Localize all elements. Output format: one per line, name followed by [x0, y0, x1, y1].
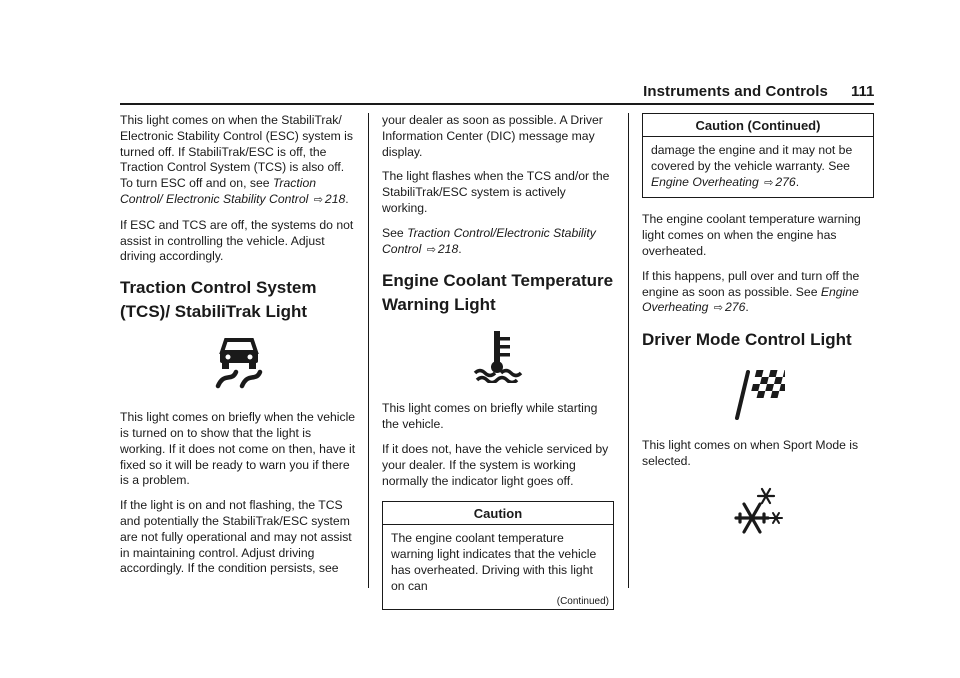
- paragraph: The light flashes when the TCS and/or the StabiliTrak/ESC system is actively working.: [382, 169, 610, 215]
- header-rule: [120, 103, 874, 105]
- continued-label: (Continued): [556, 595, 609, 607]
- xref-link[interactable]: Traction Control/Electronic Stability Control: [382, 225, 596, 256]
- paragraph: If the light is on and not flashing, the TCS and potentially the StabiliTrak/ESC system are not fully operational and may not assist in maintaining control. Adjust driving accordingly. If the condition persists, see: [120, 498, 352, 576]
- xref-link[interactable]: Engine Overheating: [651, 174, 759, 189]
- xref-page[interactable]: 218: [437, 241, 459, 256]
- paragraph: If it does not, have the vehicle serviced by your dealer. If the system is working normally the indicator light goes off.: [382, 441, 609, 488]
- paragraph: If ESC and TCS are off, the systems do not assist in controlling the vehicle. Adjust driving accordingly.: [120, 217, 354, 264]
- snowflake-icon: [730, 484, 786, 540]
- traction-icon-wrap: [120, 336, 358, 390]
- page-reference-arrow-icon: ⇨: [313, 193, 323, 206]
- page-reference-arrow-icon: ⇨: [764, 176, 774, 189]
- paragraph: This light comes on briefly while starting the vehicle.: [382, 401, 598, 432]
- flag-icon-wrap: [642, 364, 874, 420]
- coolant-temperature-icon: [471, 329, 525, 383]
- section-title: Instruments and Controls: [643, 83, 828, 100]
- paragraph: See Traction Control/Electronic Stability Control ⇨ 218.: [382, 225, 596, 256]
- section-heading: Driver Mode Control Light: [642, 330, 852, 350]
- page-number: 111: [851, 83, 875, 100]
- page-reference-arrow-icon: ⇨: [426, 243, 436, 256]
- paragraph: If this happens, pull over and turn off the engine as soon as possible. See Engine Overheating ⇨ 276.: [642, 268, 860, 315]
- xref-page[interactable]: 276: [725, 300, 746, 315]
- paragraph: The engine coolant temperature warning light comes on when the engine has overheated.: [642, 212, 861, 258]
- coolant-icon-wrap: [382, 329, 614, 383]
- checkered-flag-icon: [731, 364, 785, 420]
- xref-link[interactable]: Engine Overheating: [642, 284, 859, 315]
- xref-page[interactable]: 218: [324, 191, 346, 206]
- paragraph: your dealer as soon as possible. A Driver Information Center (DIC) message may display.: [382, 113, 603, 159]
- column-1: [120, 113, 358, 586]
- section-heading: Engine Coolant Temperature Warning Light: [382, 271, 614, 315]
- paragraph: This light comes on briefly when the vehicle is turned on to show that the light is working. If it does not come on then, have it fixed so it will be ready to warn you if there is a problem.: [120, 410, 356, 488]
- section-heading: Traction Control System (TCS)/ StabiliTrak Light: [120, 278, 317, 322]
- column-3: [642, 113, 874, 550]
- xref-page[interactable]: 276: [775, 174, 796, 189]
- snow-icon-wrap: [642, 484, 874, 540]
- column-2: [382, 113, 614, 618]
- paragraph: This light comes on when Sport Mode is selected.: [642, 438, 859, 468]
- page-reference-arrow-icon: ⇨: [713, 302, 724, 315]
- caution-box-continued: [642, 113, 874, 198]
- caution-title: Caution: [383, 502, 613, 525]
- caution-box: [382, 501, 614, 609]
- caution-text: damage the engine and it may not be covered by the vehicle warranty. See Engine Overheating ⇨ 276.: [651, 143, 853, 189]
- xref-link[interactable]: Traction Control/ Electronic Stability Control: [120, 176, 317, 206]
- caution-title: Caution (Continued): [643, 114, 873, 137]
- traction-control-icon: [214, 336, 264, 390]
- caution-text: The engine coolant temperature warning light indicates that the vehicle has overheated. Driving with this light on can: [391, 531, 597, 593]
- column-divider: [368, 113, 369, 588]
- column-divider: [628, 113, 629, 588]
- paragraph: This light comes on when the StabiliTrak/ Electronic Stability Control (ESC) system is turned off. If StabiliTrak/ESC is off, the Traction Control System (TCS) is also off. To turn ESC off and on, see Traction Control/ Electronic Stability Control ⇨ 218.: [120, 113, 353, 206]
